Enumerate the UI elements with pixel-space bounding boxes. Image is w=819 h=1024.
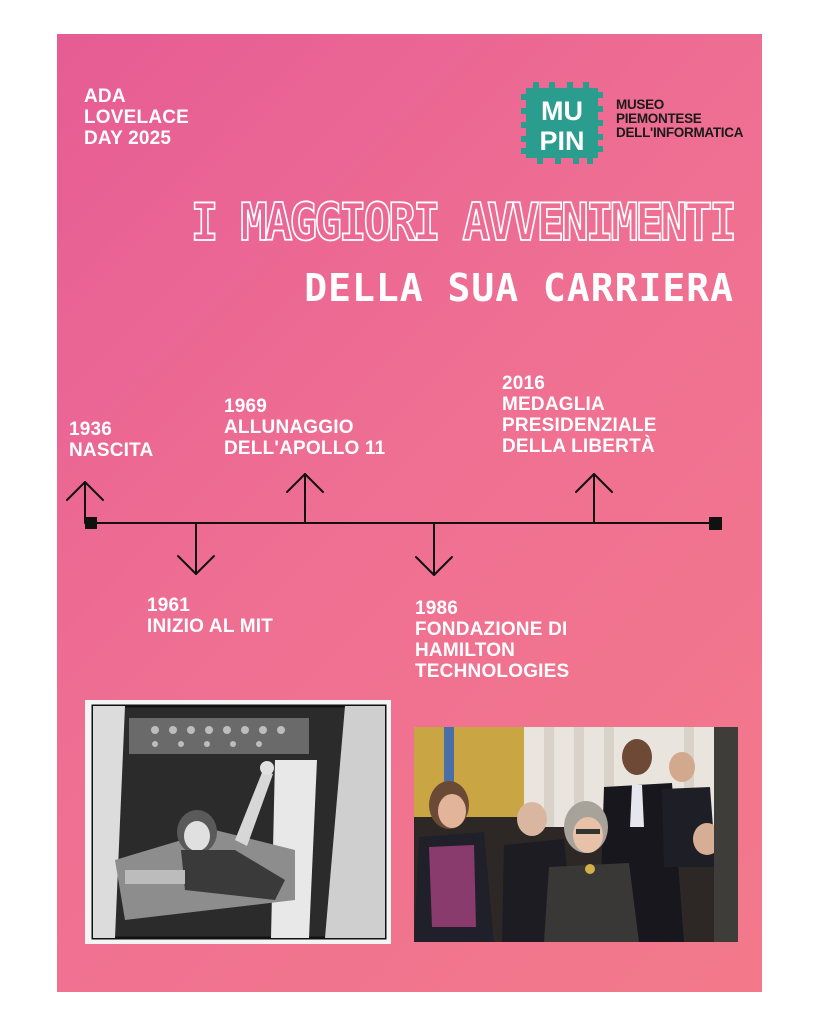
milestone-label: MEDAGLIA xyxy=(502,394,605,415)
milestone-2016 xyxy=(502,373,657,457)
milestone-label: DELLA LIBERTÀ xyxy=(502,436,655,457)
milestone-year: 1969 xyxy=(224,396,268,417)
event-title-line: LOVELACE xyxy=(84,107,190,128)
milestone-1986 xyxy=(415,598,569,682)
milestone-label: DELL'APOLLO 11 xyxy=(224,438,386,459)
milestone-1969 xyxy=(224,396,385,459)
logo-text-line: MUSEO xyxy=(616,97,665,112)
medal-ceremony-photo-icon xyxy=(414,727,738,942)
milestone-label: NASCITA xyxy=(69,440,154,461)
milestone-1936 xyxy=(69,419,153,461)
spacecraft-cockpit-photo-icon xyxy=(85,700,391,944)
logo-text-line: DELL'INFORMATICA xyxy=(616,125,744,140)
logo-badge-bottom: PIN xyxy=(539,126,585,156)
cockpit-photo xyxy=(85,700,391,944)
milestone-year: 2016 xyxy=(502,373,546,394)
ceremony-photo xyxy=(414,727,738,942)
logo-badge-top: MU xyxy=(541,96,583,126)
milestone-label: PRESIDENZIALE xyxy=(502,415,657,436)
milestone-year: 1961 xyxy=(147,595,191,616)
milestone-label: INIZIO AL MIT xyxy=(147,616,274,637)
headline-line-1: I MAGGIORI AVVENIMENTI xyxy=(190,192,734,253)
milestone-year: 1936 xyxy=(69,419,113,440)
logo-text-line: PIEMONTESE xyxy=(616,111,702,126)
milestone-label: ALLUNAGGIO xyxy=(224,417,354,438)
milestone-label: TECHNOLOGIES xyxy=(415,661,570,682)
timeline-start-marker xyxy=(85,517,97,529)
poster xyxy=(57,34,762,992)
timeline-end-marker xyxy=(709,517,722,530)
headline-line-2: DELLA SUA CARRIERA xyxy=(304,266,734,310)
milestone-label: FONDAZIONE DI xyxy=(415,619,568,640)
milestone-year: 1986 xyxy=(415,598,459,619)
milestone-1961 xyxy=(147,595,273,637)
milestone-label: HAMILTON xyxy=(415,640,516,661)
event-title-line: ADA xyxy=(84,86,126,107)
event-title-line: DAY 2025 xyxy=(84,128,172,149)
